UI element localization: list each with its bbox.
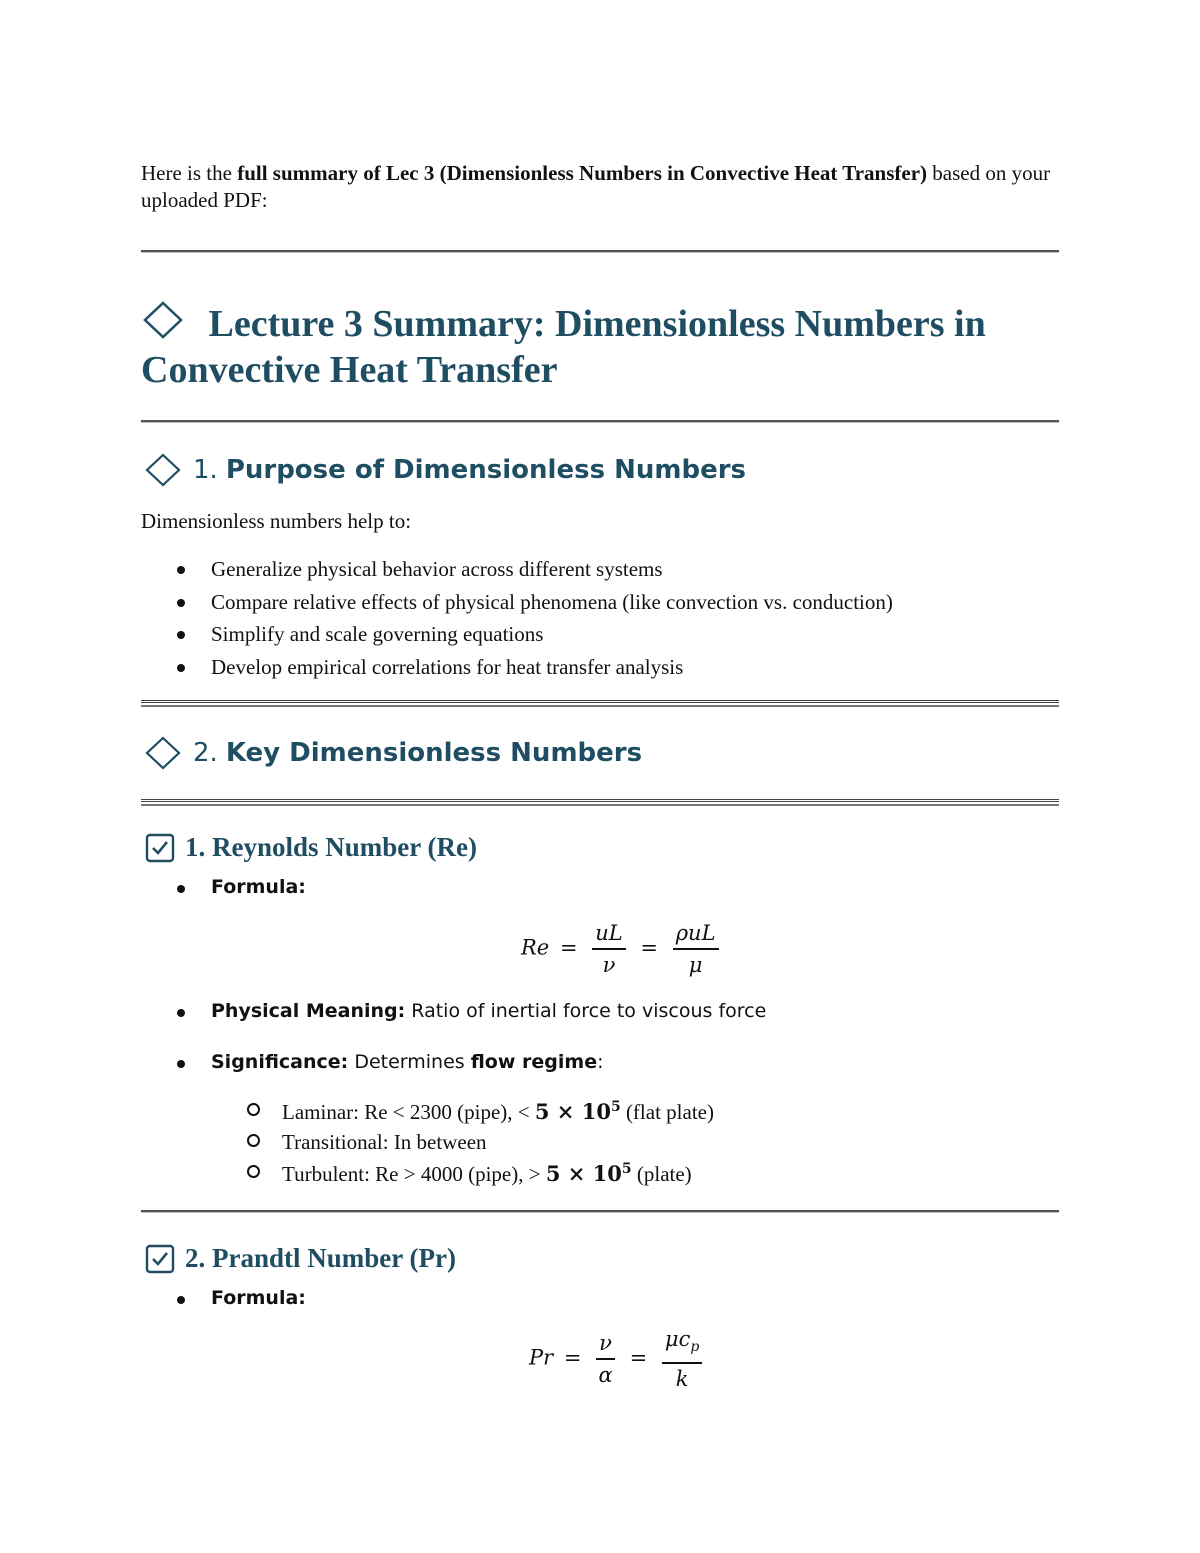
circle-bullet <box>247 1165 260 1178</box>
circle-bullet <box>247 1134 260 1147</box>
horizontal-rule <box>141 1210 1059 1213</box>
bullet <box>177 1060 185 1068</box>
reynolds-heading: 1. Reynolds Number (Re) <box>145 832 477 863</box>
horizontal-rule <box>141 799 1059 806</box>
list-item: Simplify and scale governing equations <box>141 618 1059 651</box>
purpose-list <box>141 553 1059 683</box>
circle-bullet <box>247 1103 260 1116</box>
list-item: Develop empirical correlations for heat transfer analysis <box>141 651 1059 684</box>
list-item: Generalize physical behavior across different systems <box>141 553 1059 586</box>
bullet <box>177 1009 185 1017</box>
diamond-icon <box>145 736 181 770</box>
bullet <box>177 885 185 893</box>
section-heading-purpose: 1. Purpose of Dimensionless Numbers <box>145 453 746 487</box>
page-title: Lecture 3 Summary: Dimensionless Numbers in Convective Heat Transfer <box>141 300 1059 393</box>
diamond-icon <box>145 453 181 487</box>
prandtl-formula: Pr = $\frac{\nu}{\alpha}$ = $\frac{\mu c_p}{k}$ <box>529 1326 706 1392</box>
section-lead: Dimensionless numbers help to: <box>141 509 412 533</box>
horizontal-rule <box>141 250 1059 253</box>
horizontal-rule <box>141 420 1059 423</box>
intro-bold: full summary of Lec 3 (Dimensionless Numbers in Convective Heat Transfer) <box>237 161 928 185</box>
checkbox-checked-icon <box>145 833 175 863</box>
intro-paragraph: Here is the full summary of Lec 3 (Dimensionless Numbers in Convective Heat Transfer) based on your uploaded PDF: <box>141 161 1051 212</box>
checkbox-checked-icon <box>145 1244 175 1274</box>
horizontal-rule <box>141 700 1059 707</box>
bullet <box>177 1296 185 1304</box>
prandtl-heading: 2. Prandtl Number (Pr) <box>145 1243 456 1274</box>
section-heading-key-numbers: 2. Key Dimensionless Numbers <box>145 736 642 770</box>
list-item: Compare relative effects of physical phenomena (like convection vs. conduction) <box>141 586 1059 619</box>
diamond-icon <box>141 300 185 340</box>
reynolds-formula: Re = $\frac{uL}{\nu}$ = $\frac{\text{ρuL}}{\mu}$ <box>521 920 723 978</box>
